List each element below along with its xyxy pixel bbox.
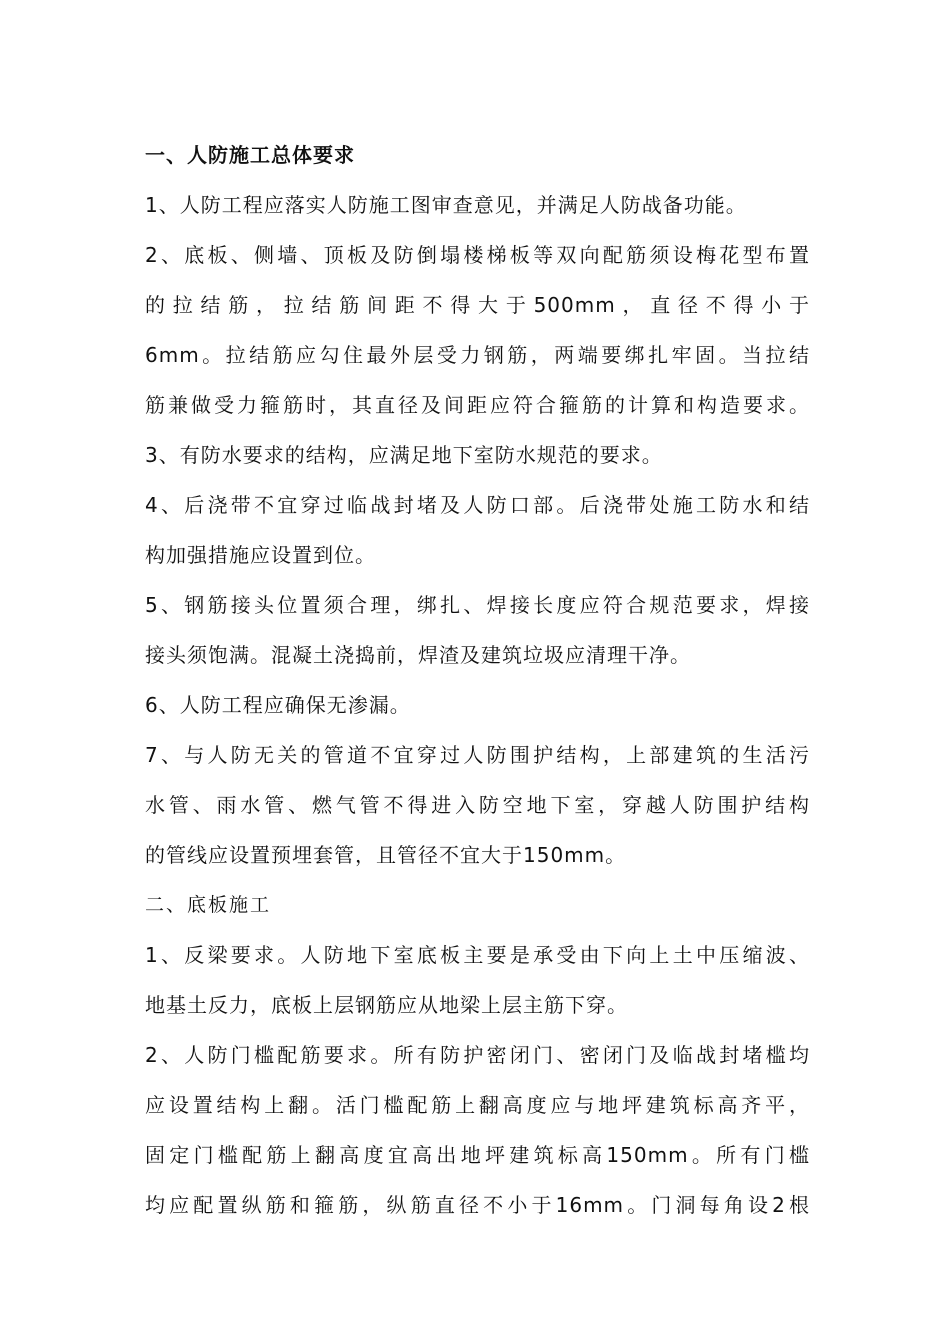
document-body xyxy=(145,130,810,1230)
paragraph-line: 的拉结筋，拉结筋间距不得大于500mm，直径不得小于 xyxy=(145,293,810,317)
paragraph-line: 1、人防工程应落实人防施工图审查意见，并满足人防战备功能。 xyxy=(145,193,747,217)
paragraph-line: 1、反梁要求。人防地下室底板主要是承受由下向上土中压缩波、 xyxy=(145,943,810,967)
paragraph-line: 2、人防门槛配筋要求。所有防护密闭门、密闭门及临战封堵槛均 xyxy=(145,1043,810,1067)
paragraph-line: 接头须饱满。混凝土浇捣前，焊渣及建筑垃圾应清理干净。 xyxy=(145,643,691,667)
paragraph-line: 5、钢筋接头位置须合理，绑扎、焊接长度应符合规范要求，焊接 xyxy=(145,593,810,617)
paragraph-line: 均应配置纵筋和箍筋，纵筋直径不小于16mm。门洞每角设2根 xyxy=(145,1193,810,1217)
paragraph-line: 应设置结构上翻。活门槛配筋上翻高度应与地坪建筑标高齐平， xyxy=(145,1093,810,1117)
paragraph-line: 6mm。拉结筋应勾住最外层受力钢筋，两端要绑扎牢固。当拉结 xyxy=(145,343,810,367)
section-heading-floor-slab: 二、底板施工 xyxy=(145,894,272,916)
paragraph-line: 的管线应设置预埋套管，且管径不宜大于150mm。 xyxy=(145,843,627,867)
paragraph-line: 固定门槛配筋上翻高度宜高出地坪建筑标高150mm。所有门槛 xyxy=(145,1143,810,1167)
section-heading-general-requirements: 一、人防施工总体要求 xyxy=(145,143,355,167)
paragraph-line: 7、与人防无关的管道不宜穿过人防围护结构，上部建筑的生活污 xyxy=(145,743,810,767)
paragraph-line: 2、底板、侧墙、顶板及防倒塌楼梯板等双向配筋须设梅花型布置 xyxy=(145,243,810,267)
paragraph-line: 4、后浇带不宜穿过临战封堵及人防口部。后浇带处施工防水和结 xyxy=(145,493,810,517)
paragraph-line: 构加强措施应设置到位。 xyxy=(145,543,376,567)
paragraph-line: 3、有防水要求的结构，应满足地下室防水规范的要求。 xyxy=(145,443,663,467)
paragraph-line: 地基土反力，底板上层钢筋应从地梁上层主筋下穿。 xyxy=(145,993,628,1017)
paragraph-line: 6、人防工程应确保无渗漏。 xyxy=(145,693,411,717)
paragraph-line: 水管、雨水管、燃气管不得进入防空地下室，穿越人防围护结构 xyxy=(145,793,810,817)
paragraph-line: 筋兼做受力箍筋时，其直径及间距应符合箍筋的计算和构造要求。 xyxy=(145,393,810,417)
